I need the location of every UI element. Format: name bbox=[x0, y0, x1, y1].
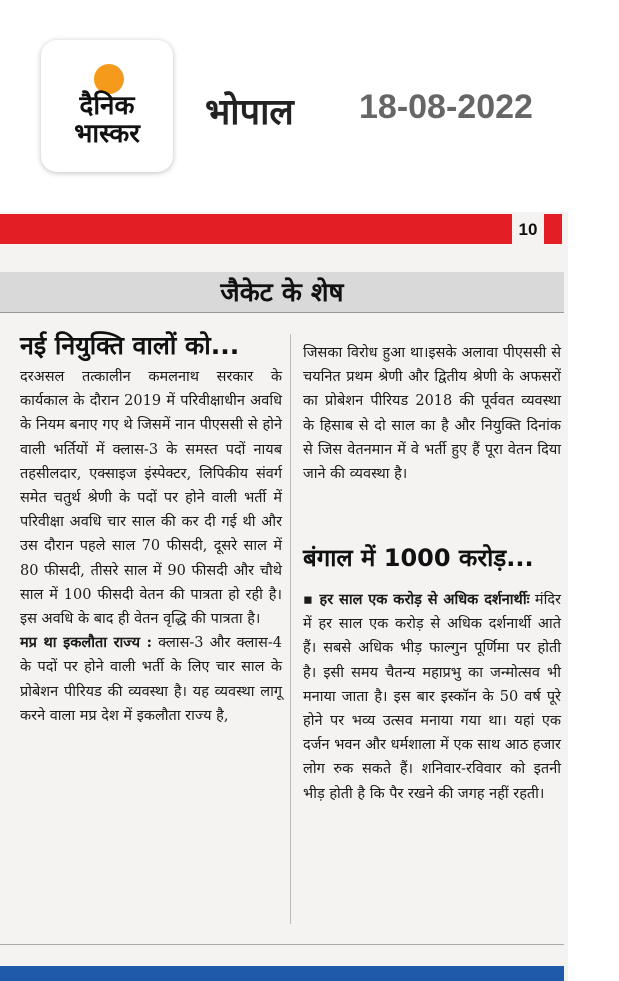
article1-paragraph2 bbox=[20, 631, 282, 728]
article2-paragraph bbox=[303, 588, 561, 806]
section-title: जैकेट के शेष bbox=[220, 278, 344, 308]
footer-bar bbox=[0, 966, 564, 981]
page-header-bar-end bbox=[544, 214, 562, 244]
article1-body: दरअसल तत्कालीन कमलनाथ सरकार के कार्यकाल के दौरान 2019 में परिवीक्षाधीन अवधि के नियम बनाए गए थे जिसमें नान पीएससी से होने वाली भर्तियों में क्लास-3 के समस्त पदों नायब तहसीलदार, एक्साइज इंस्पेक्टर, लिपिकीय संवर्ग समेत चतुर्थ श्रेणी के पदों पर होने वाली भर्ती में परिवीक्षा अवधि चार साल की कर दी गई थी और उस दौरान पहले साल 70 फीसदी, दूसरे साल में 80 फीसदी, तीसरे साल में 90 फीसदी और चौथे साल में 100 फीसदी वेतन की पात्रता हो रही है। इस अवधि के बाद ही वेतन वृद्धि की पात्रता है। bbox=[20, 369, 282, 628]
article1-column1 bbox=[20, 365, 282, 728]
article2-subhead: ▪ हर साल एक करोड़ से अधिक दर्शनार्थीः bbox=[303, 591, 530, 608]
article1-body2: क्लास-3 और क्लास-4 के पदों पर होने वाली भर्ती के लिए चार साल के प्रोबेशन पीरियड की व्यवस्था है। यह व्यवस्था लागू करने वाला मप्र देश में इकलौता राज्य है, bbox=[20, 635, 282, 724]
article1-continued: जिसका विरोध हुआ था।इसके अलावा पीएससी से चयनित प्रथम श्रेणी और द्वितीय श्रेणी के अफसरों का प्रोबेशन पीरियड 2018 की पूर्ववत व्यवस्था के हिसाब से दो साल का है और नियुक्ति दिनांक से जिस वेतनमान में वे भर्ती हुए हैं पूरा वेतन दिया जाने की व्यवस्था है। bbox=[303, 345, 561, 483]
article1-column2 bbox=[303, 341, 561, 486]
page-header-bar bbox=[0, 214, 512, 244]
article2-column bbox=[303, 588, 561, 806]
article1-subhead: मप्र था इकलौता राज्य : bbox=[20, 634, 152, 652]
article1-headline: नई नियुक्ति वालों को... bbox=[20, 331, 240, 360]
article2-body: मंदिर में हर साल एक करोड़ से अधिक दर्शनार्थी आते हैं। सबसे अधिक भीड़ फाल्गुन पूर्णिमा पर होती है। इसी समय चैतन्य महाप्रभु का जन्मोत्सव भी मनाया जाता है। इस बार इस्कॉन के 50 वर्ष पूरे होने पर भव्य उत्सव मनाया गया था। यहां एक दर्जन भवन और धर्मशाला में एक साथ आठ हजार लोग रुक सकते हैं। शनिवार-रविवार को इतनी भीड़ होती है कि पैर रखने की जगह नहीं रहती। bbox=[303, 592, 561, 802]
page-number: 10 bbox=[514, 216, 542, 244]
edition-date: 18-08-2022 bbox=[359, 88, 533, 126]
bottom-rule bbox=[0, 944, 564, 945]
article2-headline: बंगाल में 1000 करोड़... bbox=[303, 544, 534, 572]
column-divider bbox=[290, 334, 291, 924]
logo-text-line1: दैनिक bbox=[79, 91, 135, 121]
logo-sun-icon bbox=[94, 64, 124, 94]
edition-city: भोपाल bbox=[205, 92, 294, 133]
dainik-bhaskar-logo bbox=[41, 40, 173, 172]
logo-text-line2: भास्कर bbox=[74, 119, 140, 149]
